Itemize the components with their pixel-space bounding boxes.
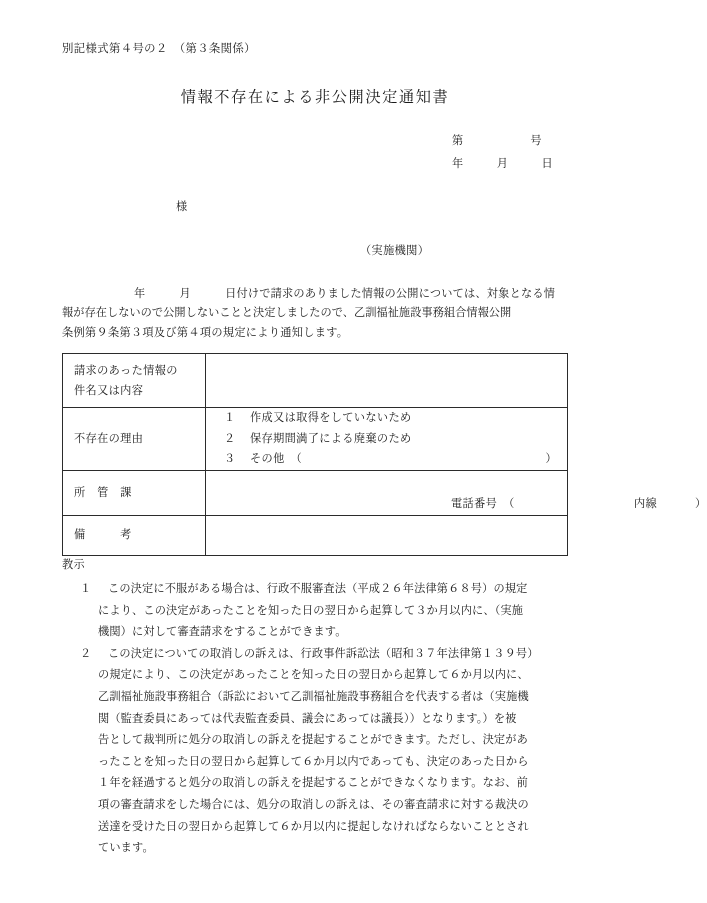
addressee-honorific: 様 xyxy=(176,200,188,213)
decision-details-table xyxy=(62,353,707,556)
reason-option-3[interactable] xyxy=(214,449,567,470)
body-line-1: 年 月 日付けで請求のありました情報の公開については、対象となる情 xyxy=(134,287,556,300)
subject-label-cell xyxy=(63,354,206,408)
instruction-item-2 xyxy=(62,643,574,859)
reason-label-cell xyxy=(63,408,206,471)
reason-option-2[interactable] xyxy=(214,429,567,450)
page-title: 情報不存在による非公開決定通知書 xyxy=(180,88,450,106)
instructions-heading: 教示 xyxy=(62,558,86,571)
table-row-subject xyxy=(63,354,568,408)
document-number-line: 第 号 xyxy=(452,134,542,147)
table-row-section xyxy=(63,470,568,515)
table-row-remarks xyxy=(63,515,568,555)
section-label: 所 管 課 xyxy=(74,485,132,499)
reason-option-2-number: ２ xyxy=(224,431,236,445)
instruction-2-line-1 xyxy=(62,643,574,665)
instruction-2-line-4: 関（監査委員にあっては代表監査委員、議会にあっては議長））となります。）を被 xyxy=(98,711,517,725)
instruction-2-line-5: 告として裁判所に処分の取消しの訴えを提起することができます。ただし、決定があ xyxy=(98,733,528,747)
telephone-extension-label: 内線 xyxy=(634,496,658,510)
remarks-value-cell[interactable] xyxy=(206,515,568,555)
instruction-1-text-1: この決定に不服がある場合は、行政不服審査法（平成２６年法律第６８号）の規定 xyxy=(108,582,528,595)
reason-option-3-close-paren: ） xyxy=(545,452,557,465)
instruction-1-line-2: により、この決定があったことを知った日の翌日から起算して３か月以内に、（実施 xyxy=(98,603,524,617)
instruction-1-line-3: 機関）に対して審査請求をすることができます。 xyxy=(98,625,347,639)
telephone-label: 電話番号 （ xyxy=(451,496,515,510)
remarks-label-cell xyxy=(63,515,206,555)
instruction-item-1 xyxy=(62,578,574,643)
instruction-2-line-6: ったことを知った日の翌日から起算して６か月以内であっても、決定のあった日から xyxy=(98,754,529,768)
instruction-1-number: １ xyxy=(80,582,92,595)
body-paragraph xyxy=(62,284,570,342)
instruction-2-line-9: 送達を受けた日の翌日から起算して６か月以内に提起しなければならないこととされ xyxy=(98,819,529,833)
form-number-label: 別記様式第４号の２ （第３条関係） xyxy=(62,41,256,55)
reason-label: 不存在の理由 xyxy=(74,431,144,445)
reason-option-3-label: その他 （ xyxy=(250,452,303,465)
instruction-2-line-3: 乙訓福祉施設事務組合（訴訟において乙訓福祉施設事務組合を代表する者は（実施機 xyxy=(98,689,529,703)
body-line-2: 報が存在しないので公開しないことと決定しましたので、乙訓福祉施設事務組合情報公開 xyxy=(62,306,512,320)
subject-label-line-1: 請求のあった情報の xyxy=(74,363,178,377)
instruction-2-line-7: １年を経過すると処分の取消しの訴えを提起することができなくなります。なお、前 xyxy=(98,776,528,790)
telephone-close-paren: ） xyxy=(695,496,707,510)
table-row-reason xyxy=(63,408,568,471)
instruction-2-line-8: 項の審査請求をした場合には、処分の取消しの訴えは、その審査請求に対する裁決の xyxy=(98,797,529,811)
reason-value-cell xyxy=(206,408,568,471)
instructions-list xyxy=(62,578,574,859)
section-value-cell[interactable] xyxy=(206,470,707,515)
reason-option-list xyxy=(214,408,567,470)
instruction-2-line-2: の規定により、この決定があったことを知った日の翌日から起算して６か月以内に、 xyxy=(98,668,529,682)
issuing-organ-label: （実施機関） xyxy=(360,244,430,257)
body-line-3: 条例第９条第３項及び第４項の規定により通知します。 xyxy=(62,325,349,339)
reason-option-2-label: 保存期間満了による廃棄のため xyxy=(250,431,412,445)
section-label-cell xyxy=(63,470,206,515)
reason-option-1[interactable] xyxy=(214,408,567,429)
document-date-line: 年 月 日 xyxy=(452,157,553,170)
instruction-2-text-1: この決定についての取消しの訴えは、行政事件訴訟法（昭和３７年法律第１３９号） xyxy=(108,646,539,660)
instruction-2-line-10: ています。 xyxy=(98,841,154,855)
subject-value-cell[interactable] xyxy=(206,354,568,408)
subject-label-line-2: 件名又は内容 xyxy=(74,383,144,397)
instruction-1-line-1 xyxy=(62,578,574,600)
reason-option-1-number: １ xyxy=(224,411,236,424)
instruction-2-number: ２ xyxy=(80,646,92,660)
telephone-line xyxy=(214,471,707,515)
reason-option-1-label: 作成又は取得をしていないため xyxy=(250,411,412,424)
remarks-label: 備 考 xyxy=(74,528,132,541)
reason-option-3-number: ３ xyxy=(224,452,236,465)
